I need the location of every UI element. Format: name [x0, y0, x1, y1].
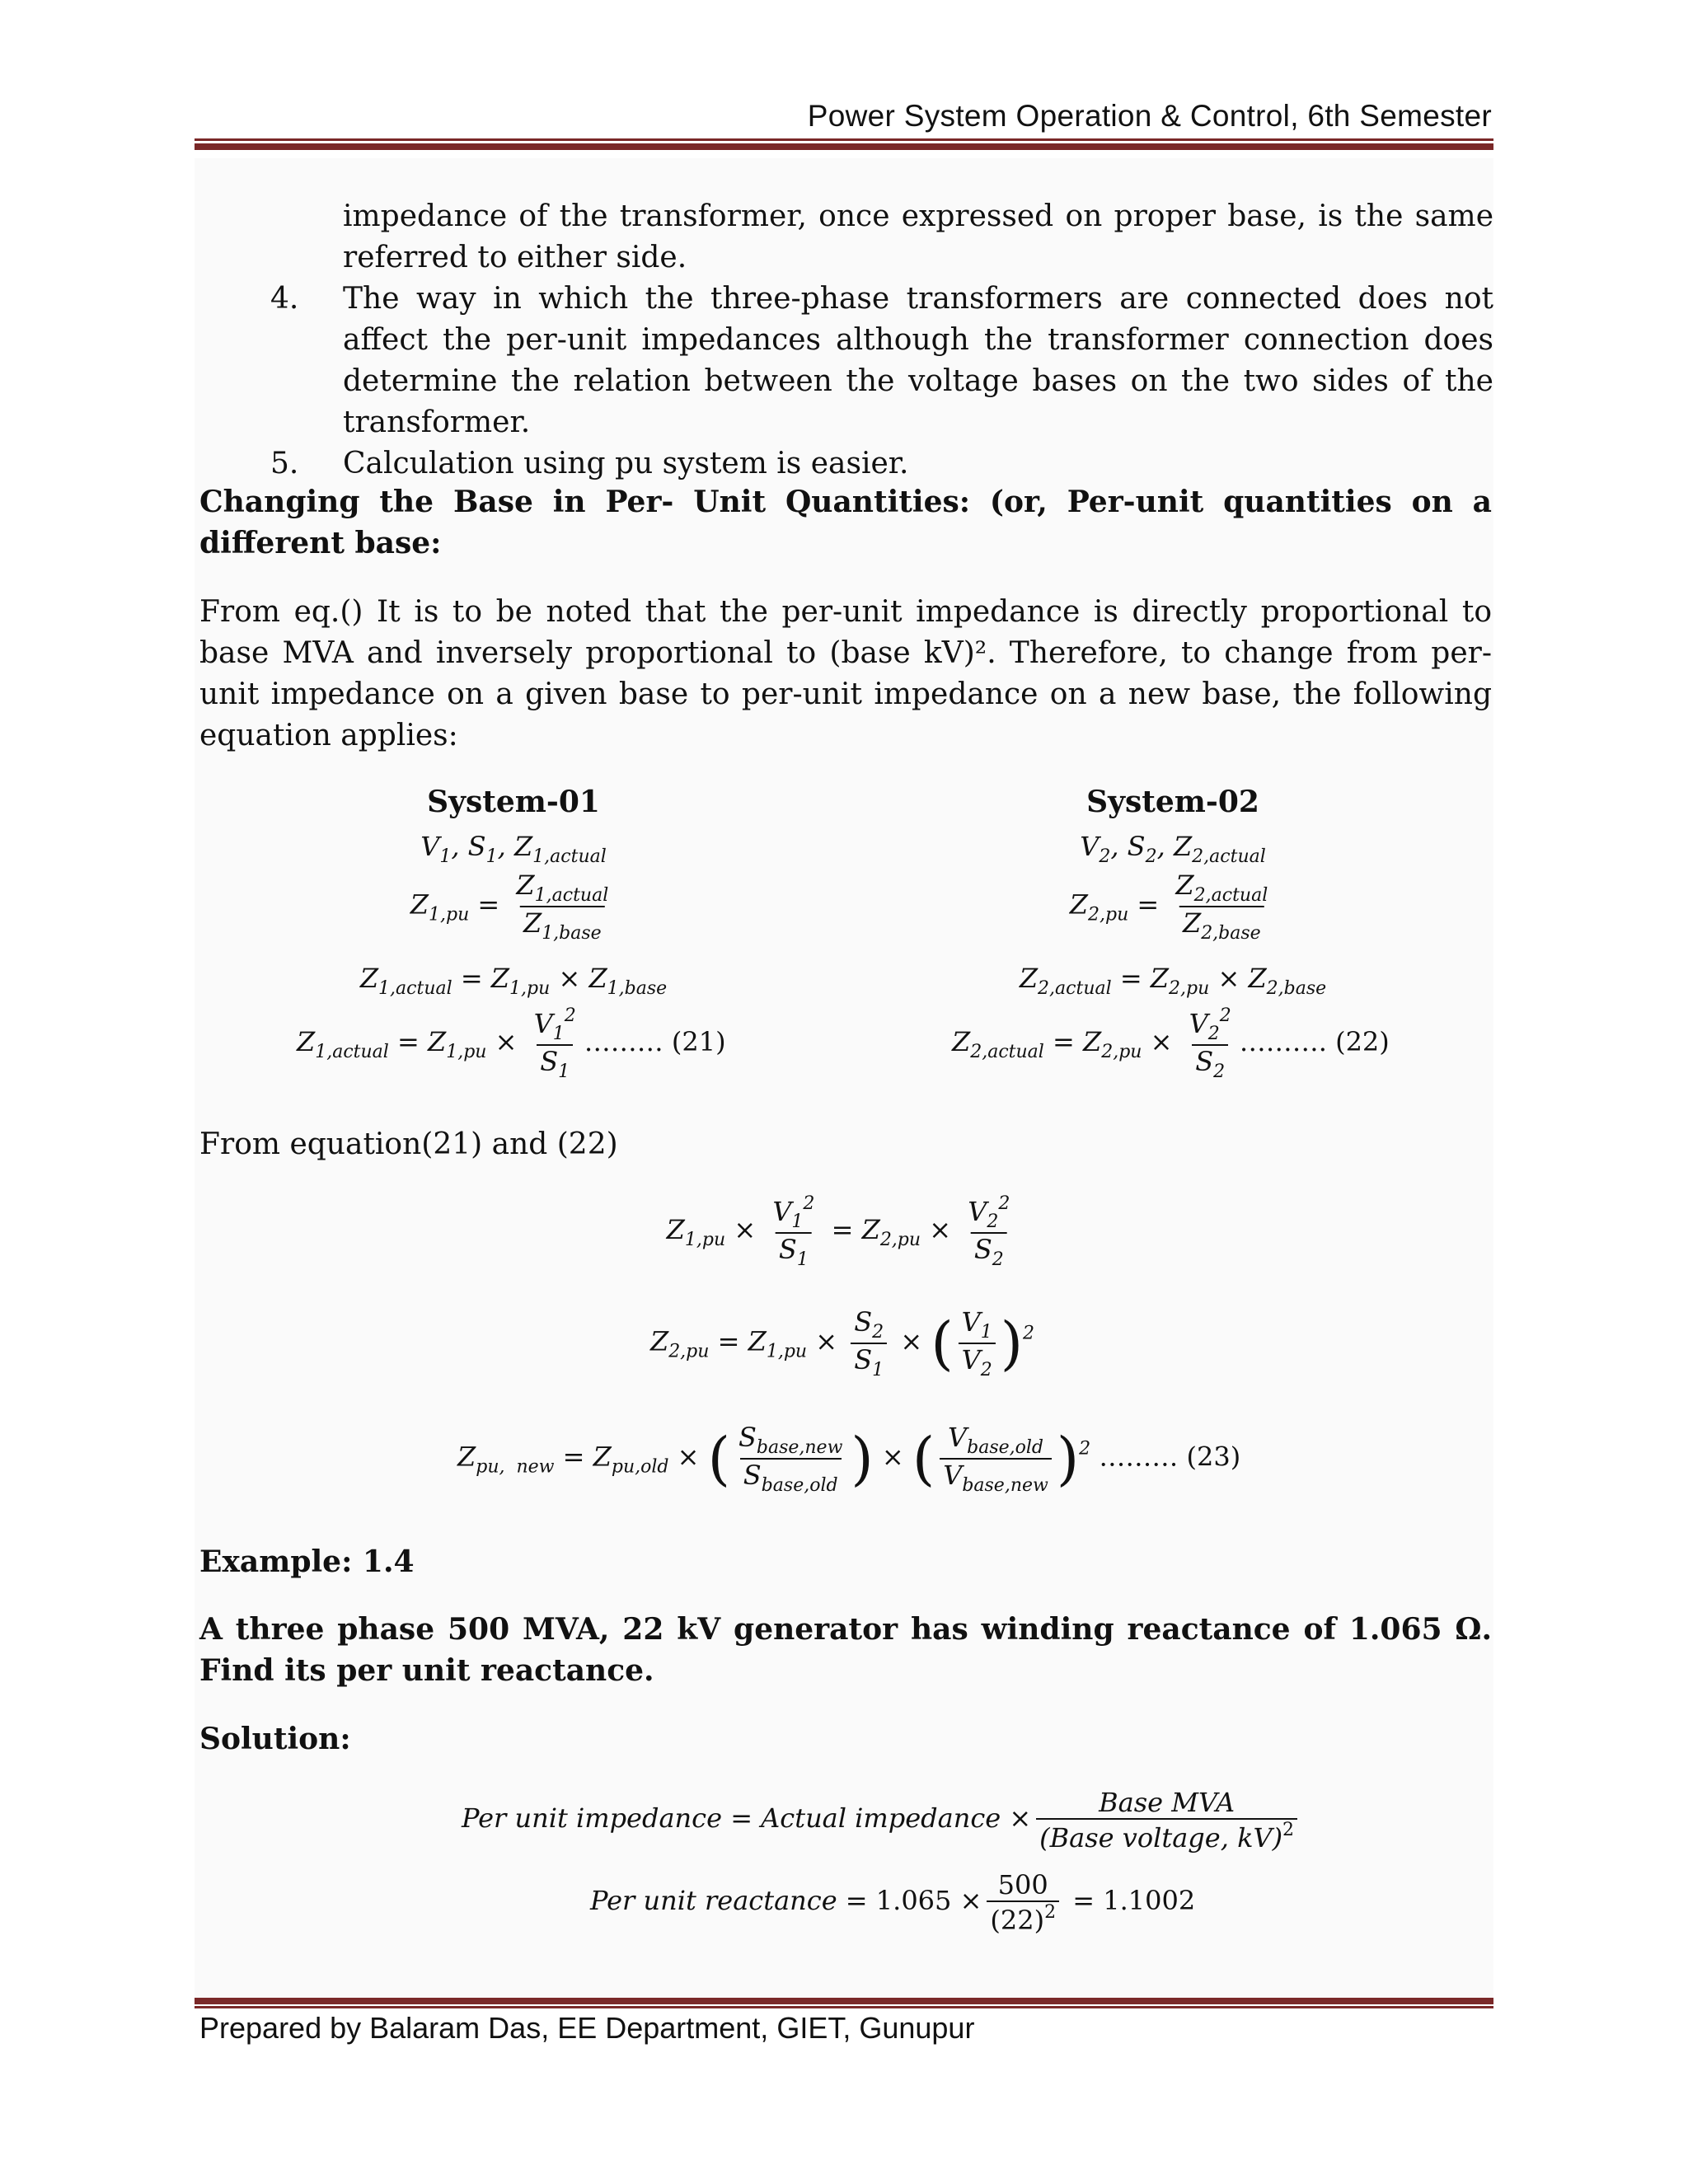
header-rule-thin	[195, 138, 1493, 141]
equation-23: $Z_{pu, new} = Z_{pu,old}$ × ( $\frac{S_{base,new}}{S_{base,old}}$ ) × ( $\frac{V_{base,old}}{V_{base,new}}$ )$^2$ ……… (23)	[457, 1422, 1241, 1496]
equation-21-number: ……… (21)	[584, 1026, 726, 1057]
equation-23-number: ……… (23)	[1099, 1441, 1241, 1473]
from-equation-text: From equation(21) and (22)	[199, 1127, 618, 1161]
section-heading: Changing the Base in Per- Unit Quantities: (or, Per-unit quantities on a different base:	[199, 485, 1492, 560]
formula-numerator: Base MVA	[1099, 1787, 1236, 1818]
header-rule-thick	[195, 143, 1493, 150]
list-item	[270, 279, 1493, 443]
system-01-variables: $V_1$, $S_1$, $Z_{1,actual}$	[420, 831, 607, 867]
equation-22: $Z_{2,actual} = Z_{2,pu}$ × $\frac{V_2^2}{S_2}$ ………. (22)	[952, 1005, 1390, 1082]
calc-lhs: Per unit reactance	[590, 1885, 837, 1916]
intro-paragraph: From eq.() It is to be noted that the per-unit impedance is directly proportional to base MVA and inversely proportional to (base kV)². Therefore, to change from per-unit impedance on a given base to per-unit impedance on a new base, the following equation applies:	[199, 595, 1492, 752]
footer-text: Prepared by Balaram Das, EE Department, GIET, Gunupur	[199, 2011, 975, 2045]
equation-21: $Z_{1,actual} = Z_{1,pu}$ × $\frac{V_1^2}{S_1}$ ……… (21)	[297, 1005, 726, 1082]
system-01-pu-equation: $Z_{1,pu}$ = $\frac{Z_{1,actual}}{Z_{1,base}}$	[410, 869, 609, 944]
calc-result: 1.1002	[1103, 1885, 1196, 1916]
footer-rule-thin	[195, 2006, 1493, 2008]
solution-label: Solution:	[199, 1722, 351, 1756]
example-problem: A three phase 500 MVA, 22 kV generator has winding reactance of 1.065 Ω. Find its per unit reactance.	[199, 1612, 1492, 1688]
list-item	[270, 443, 1493, 485]
system-02-pu-equation: $Z_{2,pu}$ = $\frac{Z_{2,actual}}{Z_{2,base}}$	[1069, 869, 1268, 944]
formula-mid: Actual impedance	[761, 1802, 1001, 1834]
calc-denominator: (22)	[990, 1905, 1045, 1936]
formula-denominator: (Base voltage, kV)	[1039, 1822, 1283, 1854]
system-01-title: System-01	[427, 785, 600, 819]
system-02-title: System-02	[1086, 785, 1259, 819]
list-item-text: The way in which the three-phase transformers are connected does not affect the per-unit impedances although the transformer connection does determine the relation between the voltage bases on the two sides of the transformer.	[343, 282, 1493, 439]
system-02-variables: $V_2$, $S_2$, $Z_{2,actual}$	[1080, 831, 1266, 867]
list-item-continuation	[270, 196, 1493, 279]
transformer-list	[270, 196, 1493, 485]
footer-rule-thick	[195, 1998, 1493, 2004]
equation-22-number: ………. (22)	[1239, 1026, 1390, 1057]
system-02-actual-equation: $Z_{2,actual} = Z_{2,pu} \times Z_{2,base}$	[1019, 963, 1327, 999]
z2pu-equation: $Z_{2,pu} = Z_{1,pu}$ × $\frac{S_2}{S_1}$ × ( $\frac{V_1}{V_2}$ )$^2$	[649, 1306, 1035, 1380]
list-item-number: 5.	[270, 447, 299, 480]
equality-equation: $Z_{1,pu}$ × $\frac{V_1^2}{S_1}$ = $Z_{2,pu}$ × $\frac{V_2^2}{S_2}$	[666, 1193, 1010, 1270]
example-label: Example: 1.4	[199, 1544, 415, 1579]
formula-lhs: Per unit impedance	[462, 1802, 723, 1834]
system-01-actual-equation: $Z_{1,actual} = Z_{1,pu} \times Z_{1,base}$	[359, 963, 668, 999]
list-item-text: impedance of the transformer, once expressed on proper base, is the same referred to either side.	[343, 199, 1493, 274]
per-unit-formula: Per unit impedance = Actual impedance × $\frac{\text{Base MVA}}{(Base voltage, kV)^2}$	[462, 1787, 1302, 1854]
calc-value: 1.065	[875, 1885, 952, 1916]
list-item-number: 4.	[270, 282, 299, 316]
per-unit-calculation: Per unit reactance = 1.065 × $\frac{500}{(22)^2}$ = 1.1002	[590, 1869, 1196, 1936]
header-title: Power System Operation & Control, 6th Semester	[807, 99, 1492, 133]
list-item-text: Calculation using pu system is easier.	[343, 447, 909, 480]
calc-numerator: 500	[997, 1869, 1048, 1900]
